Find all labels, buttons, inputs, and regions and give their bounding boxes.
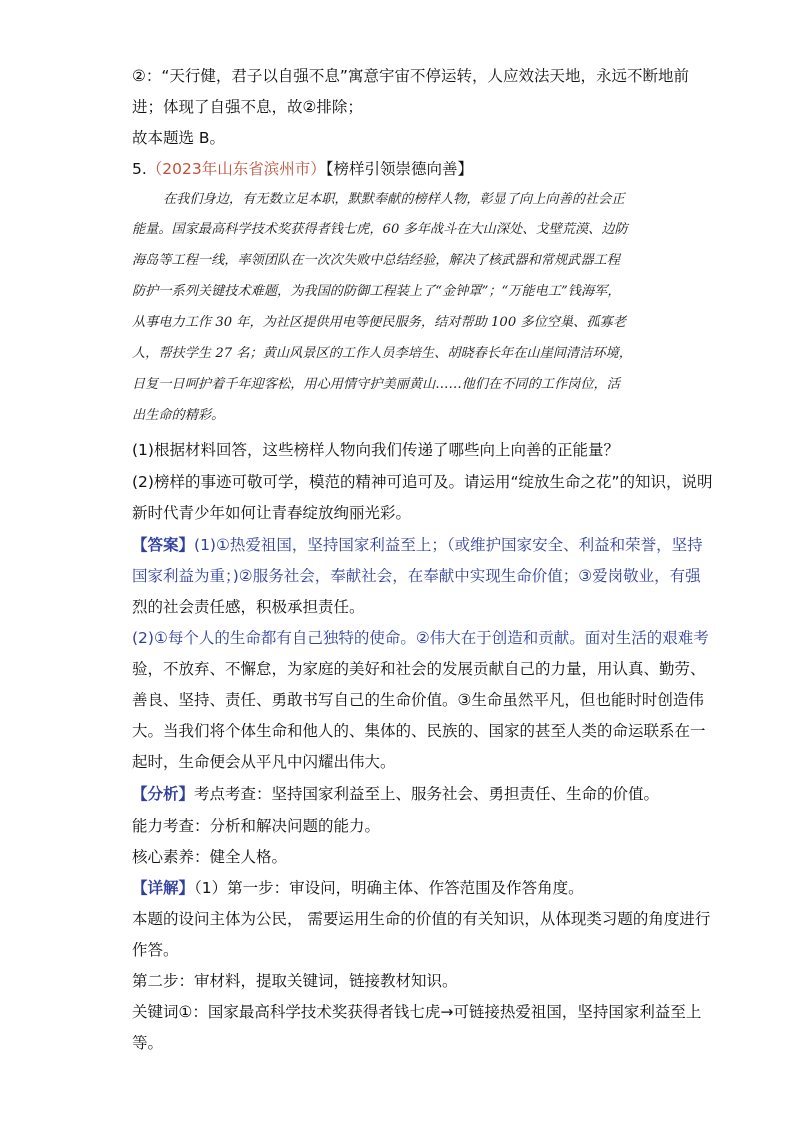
answer-line-3: 烈的社会责任感，积极承担责任。 xyxy=(132,598,365,616)
material-line-5: 从事电力工作 30 年，为社区提供用电等便民服务，结对帮助 100 多位空巢、孤寡老 xyxy=(132,315,626,330)
answer-line-2: 国家利益为重；)②服务社会，奉献社会，在奉献中实现生命价值；③爱岗敬业，有强 xyxy=(132,567,701,585)
detail-tag: 【详解】 xyxy=(132,879,195,897)
answer-2-line-1: (2)①每个人的生命都有自己独特的使命。②伟大在于创造和贡献。面对生活的艰难考 xyxy=(132,629,709,647)
answer-tag: 【答案】 xyxy=(132,536,195,554)
material-line-6: 人，帮扶学生 27 名；黄山风景区的工作人员李培生、胡晓春长年在山崖间清洁环境， xyxy=(132,346,632,361)
material-line-3: 海岛等工程一线，率领团队在一次次失败中总结经验，解决了核武器和常规武器工程 xyxy=(132,253,620,268)
question-2-line-2: 新时代青少年如何让青春绽放绚丽光彩。 xyxy=(132,504,412,522)
answer-line-1 xyxy=(132,535,703,555)
detail-line-5: 关键词①：国家最高科学技术奖获得者钱七虎→可链接热爱祖国，坚持国家利益至上 xyxy=(132,1003,702,1021)
analysis-line-2: 能力考查：分析和解决问题的能力。 xyxy=(132,817,381,835)
question-heading xyxy=(132,159,473,179)
analysis-line-1 xyxy=(132,784,659,804)
analysis-line-3: 核心素养：健全人格。 xyxy=(132,848,288,866)
analysis-tag: 【分析】 xyxy=(132,785,195,803)
answer-1-text: (1)①热爱祖国，坚持国家利益至上；（或维护国家安全、利益和荣誉，坚持 xyxy=(194,536,703,554)
detail-text-1: （1）第一步：审设问，明确主体、作答范围及作答角度。 xyxy=(194,879,584,897)
detail-line-4: 第二步：审材料，提取关键词，链接教材知识。 xyxy=(132,972,458,990)
answer-2-line-3: 善良、坚持、责任、勇敢书写自己的生命价值。③生命虽然平凡，但也能时时创造伟 xyxy=(132,691,704,709)
question-2-line-1: (2)榜样的事迹可敬可学，模范的精神可追可及。请运用“绽放生命之花”的知识，说明 xyxy=(132,473,713,491)
material-line-1: 在我们身边，有无数立足本职，默默奉献的榜样人物，彰显了向上向善的社会正 xyxy=(163,192,625,207)
question-1: (1)根据材料回答，这些榜样人物向我们传递了哪些向上向善的正能量？ xyxy=(132,441,619,459)
material-line-4: 防护一系列关键技术难题，为我国的防御工程装上了“金钟罩”；“万能电工”钱海军， xyxy=(132,284,621,299)
material-line-7: 日复一日呵护着千年迎客松，用心用情守护美丽黄山……他们在不同的工作岗位，活 xyxy=(132,377,620,392)
answer-2-line-4: 大。当我们将个体生命和他人的、集体的、民族的、国家的甚至人类的命运联系在一 xyxy=(132,722,706,740)
prev-line-3: 故本题选 B。 xyxy=(132,129,226,147)
answer-2-line-2: 验，不放弃、不懈怠，为家庭的美好和社会的发展贡献自己的力量，用认真、勤劳、 xyxy=(132,660,706,678)
material-line-2: 能量。国家最高科学技术奖获得者钱七虎，60 多年战斗在大山深处、戈壁荒漠、边防 xyxy=(132,222,628,237)
detail-line-6: 等。 xyxy=(132,1034,164,1052)
prev-line-1: ②：“天行健，君子以自强不息”寓意宇宙不停运转，人应效法天地，永远不断地前 xyxy=(132,67,689,85)
material-line-8: 出生命的精彩。 xyxy=(132,408,225,423)
question-source: （2023年山东省滨州市） xyxy=(146,160,326,178)
question-title: 【榜样引领崇德向善】 xyxy=(325,160,474,178)
question-number: 5. xyxy=(132,160,147,178)
answer-2-line-5: 起时，生命便会从平凡中闪耀出伟大。 xyxy=(132,753,396,771)
detail-line-3: 作答。 xyxy=(132,941,179,959)
analysis-text-1: 考点考查：坚持国家利益至上、服务社会、勇担责任、生命的价值。 xyxy=(194,785,660,803)
detail-line-2: 本题的设问主体为公民， 需要运用生命的价值的有关知识，从体现类习题的角度进行 xyxy=(132,910,711,928)
detail-line-1 xyxy=(132,878,584,898)
prev-line-2: 进；体现了自强不息，故②排除； xyxy=(132,98,363,116)
